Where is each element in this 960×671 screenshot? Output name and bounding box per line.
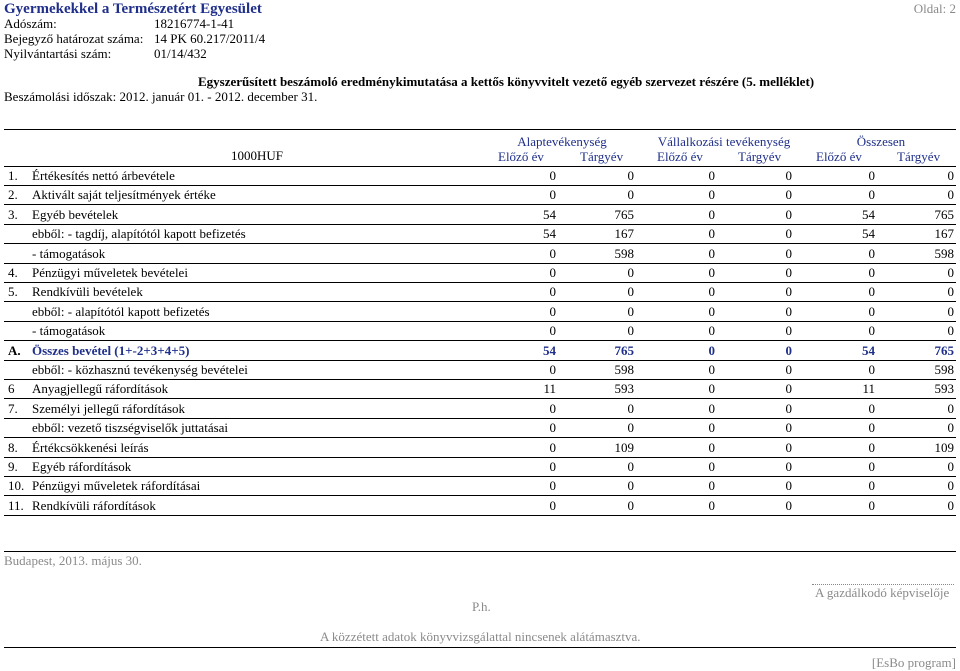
group-header-business: Vállalkozási tevékenység xyxy=(657,134,791,149)
cell-value: 0 xyxy=(868,245,875,261)
table-row xyxy=(4,224,956,244)
row-label xyxy=(8,168,175,184)
unit-label: 1000HUF xyxy=(231,148,284,163)
row-label xyxy=(8,187,216,203)
cell-value: 0 xyxy=(868,459,875,474)
cell-value: 0 xyxy=(868,323,875,339)
cell-value: 0 xyxy=(549,303,556,319)
row-title: ebből: - közhasznú tevékenység bevételei xyxy=(32,362,248,377)
cell-value: 0 xyxy=(708,420,715,436)
cell-value: 0 xyxy=(708,497,715,513)
cell-value: 0 xyxy=(947,400,954,416)
footer-bottom-rule xyxy=(4,647,956,648)
cell-value: 0 xyxy=(549,497,556,513)
cell-value: 0 xyxy=(868,497,875,513)
cell-value: 0 xyxy=(947,187,954,203)
row-label xyxy=(8,323,105,339)
cell-value: 0 xyxy=(708,478,715,494)
cell-value: 0 xyxy=(785,187,792,203)
row-title: Rendkívüli ráfordítások xyxy=(32,497,156,513)
cell-value: 0 xyxy=(785,459,792,474)
row-label xyxy=(8,478,200,494)
cell-value: 0 xyxy=(785,303,792,319)
cell-value: 0 xyxy=(947,168,954,183)
cell-value: 0 xyxy=(708,323,715,339)
cell-value: 0 xyxy=(627,284,634,300)
row-label xyxy=(8,265,188,281)
row-title: Aktivált saját teljesítmények értéke xyxy=(32,187,216,203)
cell-value: 0 xyxy=(549,187,556,203)
cell-value: 0 xyxy=(947,478,954,494)
cell-value: 109 xyxy=(614,439,634,455)
row-title: Összes bevétel (1+-2+3+4+5) xyxy=(32,342,190,358)
row-title: Értékesítés nettó árbevétele xyxy=(32,168,175,183)
subheader-previous-year: Előző év xyxy=(498,149,544,164)
table-row xyxy=(4,244,956,264)
cell-value: 0 xyxy=(785,168,792,183)
table-row xyxy=(4,321,956,341)
table-row xyxy=(4,341,956,361)
cell-value: 0 xyxy=(549,439,556,455)
cell-value: 0 xyxy=(708,342,715,358)
cell-value: 0 xyxy=(708,245,715,261)
cell-value: 0 xyxy=(627,420,634,436)
cell-value: 54 xyxy=(543,226,556,242)
row-number: 10. xyxy=(8,478,25,494)
row-number: 5. xyxy=(8,284,18,300)
cell-value: 11 xyxy=(862,381,875,397)
registry-number-value: 01/14/432 xyxy=(154,46,207,61)
cell-value: 0 xyxy=(785,265,792,280)
cell-value: 54 xyxy=(862,342,875,358)
table-row xyxy=(4,399,956,419)
header-top-rule xyxy=(4,129,956,130)
row-number: 2. xyxy=(8,187,18,203)
cell-value: 0 xyxy=(868,303,875,319)
cell-value: 0 xyxy=(708,381,715,397)
footer-rule xyxy=(4,551,956,552)
cell-value: 0 xyxy=(549,478,556,494)
cell-value: 0 xyxy=(627,168,634,183)
row-number: 6 xyxy=(8,381,15,397)
cell-value: 0 xyxy=(708,303,715,319)
row-number: 3. xyxy=(8,206,18,222)
cell-value: 54 xyxy=(543,206,556,222)
cell-value: 0 xyxy=(708,265,715,280)
cell-value: 0 xyxy=(785,206,792,222)
cell-value: 598 xyxy=(934,362,954,377)
audit-disclaimer: A közzétett adatok könyvvizsgálattal nincsenek alátámasztva. xyxy=(320,629,641,644)
page-number: Oldal: 2 xyxy=(913,1,956,16)
cell-value: 0 xyxy=(785,420,792,436)
table-row xyxy=(4,263,956,283)
subheader-current-year: Tárgyév xyxy=(580,149,624,164)
cell-value: 0 xyxy=(947,323,954,339)
row-label xyxy=(8,459,131,475)
row-label xyxy=(8,362,248,378)
cell-value: 0 xyxy=(868,362,875,377)
cell-value: 0 xyxy=(785,439,792,455)
cell-value: 0 xyxy=(549,362,556,377)
row-title: Értékcsökkenési leírás xyxy=(32,439,149,455)
cell-value: 0 xyxy=(627,323,634,339)
row-number: 8. xyxy=(8,439,18,455)
subheader-previous-year: Előző év xyxy=(657,149,703,164)
row-title: - támogatások xyxy=(32,323,106,339)
cell-value: 0 xyxy=(708,187,715,203)
tax-number-value: 18216774-1-41 xyxy=(154,16,235,31)
place-and-date: Budapest, 2013. május 30. xyxy=(4,553,142,568)
cell-value: 0 xyxy=(947,420,954,436)
row-title: - támogatások xyxy=(32,245,106,261)
cell-value: 0 xyxy=(549,323,556,339)
cell-value: 0 xyxy=(708,400,715,416)
table-row xyxy=(4,302,956,322)
cell-value: 0 xyxy=(868,168,875,183)
table-row xyxy=(4,379,956,399)
row-number: A. xyxy=(8,342,21,358)
row-title: Pénzügyi műveletek bevételei xyxy=(32,265,188,280)
row-label xyxy=(8,246,105,262)
row-title: ebből: - tagdíj, alapítótól kapott befizetés xyxy=(32,226,246,242)
cell-value: 0 xyxy=(627,265,634,280)
cell-value: 765 xyxy=(614,206,634,222)
row-label xyxy=(8,440,149,456)
cell-value: 0 xyxy=(947,459,954,474)
tax-number-label: Adószám: xyxy=(4,16,57,31)
cell-value: 0 xyxy=(785,362,792,377)
table-row xyxy=(4,185,956,205)
cell-value: 0 xyxy=(785,342,792,358)
cell-value: 0 xyxy=(708,206,715,222)
row-title: Egyéb bevételek xyxy=(32,206,119,222)
row-label xyxy=(8,498,156,514)
cell-value: 0 xyxy=(549,459,556,474)
cell-value: 593 xyxy=(934,381,954,397)
cell-value: 0 xyxy=(708,226,715,242)
cell-value: 765 xyxy=(614,342,634,358)
group-header-core: Alaptevékenység xyxy=(517,134,607,149)
row-title: Személyi jellegű ráfordítások xyxy=(32,400,186,416)
cell-value: 0 xyxy=(627,459,634,474)
cell-value: 0 xyxy=(627,478,634,494)
cell-value: 0 xyxy=(785,400,792,416)
row-label xyxy=(8,304,210,320)
cell-value: 54 xyxy=(862,206,875,222)
cell-value: 167 xyxy=(614,226,634,242)
organization-name: Gyermekekkel a Természetért Egyesület xyxy=(4,1,262,17)
cell-value: 0 xyxy=(627,400,634,416)
table-row xyxy=(4,166,956,186)
table-row xyxy=(4,438,956,458)
cell-value: 0 xyxy=(785,245,792,261)
row-title: ebből: - alapítótól kapott befizetés xyxy=(32,303,210,319)
subheader-current-year: Tárgyév xyxy=(738,149,782,164)
row-label xyxy=(8,226,246,242)
cell-value: 167 xyxy=(934,226,954,242)
subheader-current-year: Tárgyév xyxy=(897,149,941,164)
table-row xyxy=(4,282,956,302)
cell-value: 0 xyxy=(549,168,556,183)
cell-value: 598 xyxy=(614,245,634,261)
cell-value: 0 xyxy=(947,497,954,513)
cell-value: 54 xyxy=(543,342,556,358)
cell-value: 0 xyxy=(868,400,875,416)
registration-resolution-label: Bejegyző határozat száma: xyxy=(4,31,144,46)
cell-value: 0 xyxy=(708,459,715,474)
cell-value: 0 xyxy=(708,362,715,377)
cell-value: 0 xyxy=(947,303,954,319)
subheader-previous-year: Előző év xyxy=(816,149,862,164)
cell-value: 0 xyxy=(549,265,556,280)
cell-value: 0 xyxy=(868,284,875,300)
stamp-placeholder: P.h. xyxy=(472,599,491,614)
row-title: Rendkívüli bevételek xyxy=(32,284,143,300)
cell-value: 765 xyxy=(934,206,954,222)
reporting-period: Beszámolási időszak: 2012. január 01. - 2012. december 31. xyxy=(4,89,318,104)
row-label xyxy=(8,381,168,397)
row-title: Pénzügyi műveletek ráfordításai xyxy=(32,478,201,494)
signature-caption: A gazdálkodó képviselője xyxy=(815,585,950,600)
cell-value: 0 xyxy=(868,439,875,455)
cell-value: 0 xyxy=(868,265,875,280)
row-number: 1. xyxy=(8,168,18,183)
cell-value: 0 xyxy=(868,187,875,203)
row-label xyxy=(8,420,228,436)
table-row xyxy=(4,457,956,477)
row-label xyxy=(8,207,118,223)
table-row xyxy=(4,418,956,438)
cell-value: 0 xyxy=(627,303,634,319)
cell-value: 0 xyxy=(785,323,792,339)
cell-value: 0 xyxy=(947,265,954,280)
cell-value: 0 xyxy=(549,420,556,436)
cell-value: 109 xyxy=(934,439,954,455)
cell-value: 0 xyxy=(708,284,715,300)
cell-value: 598 xyxy=(614,362,634,377)
cell-value: 0 xyxy=(785,381,792,397)
cell-value: 593 xyxy=(614,381,634,397)
cell-value: 11 xyxy=(543,381,556,397)
table-row xyxy=(4,360,956,380)
group-header-total: Összesen xyxy=(856,134,906,149)
cell-value: 54 xyxy=(862,226,875,242)
table-row xyxy=(4,205,956,225)
cell-value: 0 xyxy=(708,439,715,455)
cell-value: 0 xyxy=(785,284,792,300)
cell-value: 0 xyxy=(785,226,792,242)
cell-value: 0 xyxy=(868,478,875,494)
cell-value: 0 xyxy=(627,187,634,203)
cell-value: 765 xyxy=(934,342,954,358)
row-title: ebből: vezető tiszségviselők juttatásai xyxy=(32,420,229,436)
cell-value: 598 xyxy=(934,245,954,261)
report-title: Egyszerűsített beszámoló eredménykimutatása a kettős könyvvitelt vezető egyéb szervezet részére (5. melléklet) xyxy=(198,74,815,89)
cell-value: 0 xyxy=(549,284,556,300)
cell-value: 0 xyxy=(868,420,875,436)
row-number: 4. xyxy=(8,265,18,280)
cell-value: 0 xyxy=(549,400,556,416)
table-row xyxy=(4,496,956,516)
cell-value: 0 xyxy=(947,284,954,300)
cell-value: 0 xyxy=(627,497,634,513)
table-row xyxy=(4,476,956,496)
cell-value: 0 xyxy=(785,478,792,494)
row-title: Anyagjellegű ráfordítások xyxy=(32,381,169,397)
registry-number-label: Nyilvántartási szám: xyxy=(4,46,112,61)
row-number: 11. xyxy=(8,497,24,513)
row-label xyxy=(8,401,185,417)
cell-value: 0 xyxy=(708,168,715,183)
registration-resolution-value: 14 PK 60.217/2011/4 xyxy=(154,31,266,46)
row-title: Egyéb ráfordítások xyxy=(32,459,132,474)
row-label xyxy=(8,284,143,300)
cell-value: 0 xyxy=(549,245,556,261)
row-label xyxy=(8,343,189,359)
row-number: 7. xyxy=(8,400,18,416)
row-number: 9. xyxy=(8,459,18,474)
software-name: [EsBo program] xyxy=(871,655,956,670)
cell-value: 0 xyxy=(785,497,792,513)
